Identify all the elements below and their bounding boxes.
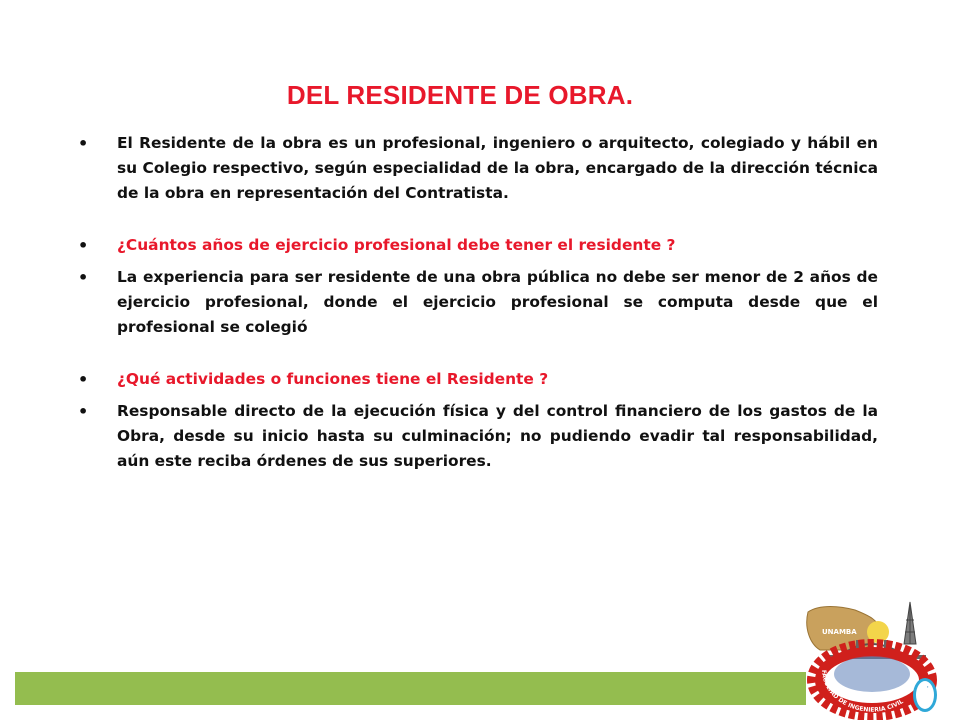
bullet-item-residente-definition bbox=[78, 131, 878, 206]
page-number-circle bbox=[913, 678, 937, 712]
bullet-text: ¿Qué actividades o funciones tiene el Residente ? bbox=[117, 370, 549, 388]
bullet-dot: • bbox=[78, 134, 89, 153]
bullet-text: Responsable directo de la ejecución física y del control financiero de los gastos de la Obra, desde su inicio hasta su culminación; no pudiendo evadir tal responsabilidad, aún este reciba órdenes de sus superiores. bbox=[117, 402, 878, 470]
bullet-item-question-activities bbox=[78, 367, 878, 392]
bullet-dot: • bbox=[78, 402, 89, 421]
bullet-item-question-years bbox=[78, 233, 878, 258]
footer-bar bbox=[15, 672, 806, 705]
bullet-item-responsibility bbox=[78, 399, 878, 474]
bullet-dot: • bbox=[78, 370, 89, 389]
bullet-text: ¿Cuántos años de ejercicio profesional debe tener el residente ? bbox=[117, 236, 676, 254]
bullet-list bbox=[78, 131, 878, 474]
slide-title: DEL RESIDENTE DE OBRA. bbox=[286, 80, 634, 110]
bullet-text: La experiencia para ser residente de una obra pública no debe ser menor de 2 años de ejercicio profesional, donde el ejercicio profesional se computa desde que el profesional se colegió bbox=[117, 268, 878, 336]
page-tick: ' bbox=[927, 685, 929, 694]
bullet-item-experience bbox=[78, 265, 878, 340]
bullet-dot: • bbox=[78, 268, 89, 287]
bullet-dot: • bbox=[78, 236, 89, 255]
logo-top-text: UNAMBA bbox=[822, 628, 857, 636]
bullet-text: El Residente de la obra es un profesional, ingeniero o arquitecto, colegiado y hábil en su Colegio respectivo, según especialidad de la obra, encargado de la dirección técnica de la obra en representación del Contratista. bbox=[117, 134, 878, 202]
logo-ring-text: FACULTAD DE INGENIERIA CIVIL bbox=[819, 669, 905, 714]
